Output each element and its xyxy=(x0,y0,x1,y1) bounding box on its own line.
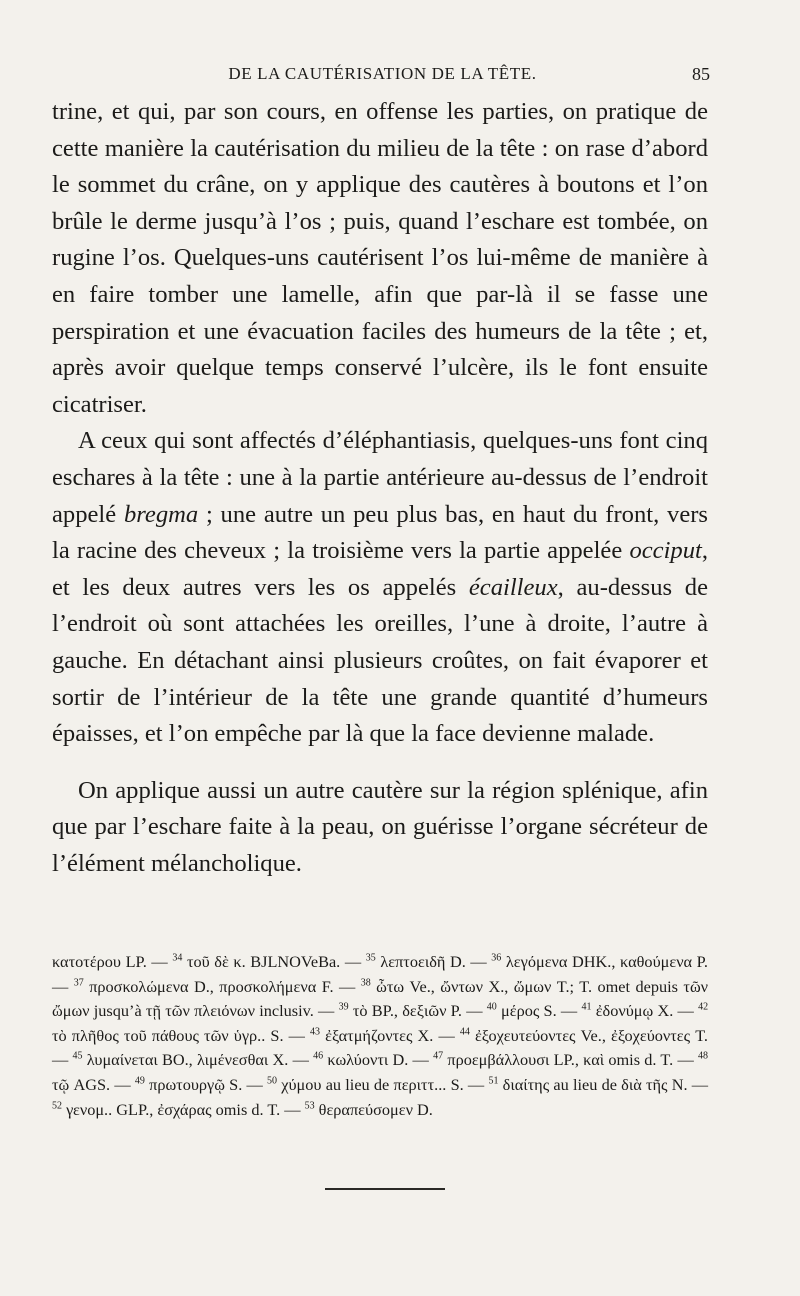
footnote-number: 50 xyxy=(267,1075,278,1087)
paragraph-2-text: , et les deux autres vers les os appelés xyxy=(52,537,708,601)
footnote-number: 44 xyxy=(459,1026,470,1038)
footnote xyxy=(267,1075,484,1094)
footnote-number: 51 xyxy=(488,1075,499,1087)
footnote-number: 53 xyxy=(304,1100,315,1112)
footnote-number: 45 xyxy=(72,1050,83,1062)
paragraph-2-text: ; une autre un peu plus bas, en haut du front, vers la racine des cheveux ; la troisième vers la partie appelée xyxy=(52,500,709,565)
footnotes xyxy=(52,950,708,1122)
footnote-number: 48 xyxy=(698,1050,709,1062)
footnote xyxy=(366,952,487,971)
footnote-number: 37 xyxy=(73,977,84,989)
footnote xyxy=(52,952,168,971)
footnote-number: 34 xyxy=(172,952,183,964)
paragraph-2-text: , au-dessus de l’endroit où sont attachées les oreilles, l’une à droite, l’autre à gauche. En détachant ainsi plusieurs croûtes, on fait évaporer et sortir de l’intérieur de la tête une grande quantité d’humeurs épaisses, et l’on empêche par là que la face devienne malade. xyxy=(52,573,708,748)
footnote-number: 52 xyxy=(52,1100,62,1112)
footnote-number: 46 xyxy=(313,1050,324,1062)
footnote xyxy=(313,1050,429,1069)
footnote-number: 42 xyxy=(698,1001,709,1013)
footnote xyxy=(488,1075,708,1094)
footnote-number: 35 xyxy=(365,952,376,964)
footnote-text: θεραπεύσομεν D. xyxy=(318,1099,433,1119)
footnote-text: μέρος S. — xyxy=(501,1001,578,1021)
term-ecailleux: écailleux xyxy=(468,573,558,601)
running-title: DE LA CAUTÉRISATION DE LA TÊTE. xyxy=(228,64,537,83)
footnote xyxy=(73,1050,309,1069)
footnote xyxy=(487,1001,577,1020)
paragraph-2-text: A ceux qui sont affectés d’éléphantiasis, quelques-uns font cinq eschares à la tête : une à la partie antérieure au-dessus de l’endroit appelé xyxy=(52,427,708,528)
paragraph-3: On applique aussi un autre cautère sur la région splénique, afin que par l’eschare faite à la peau, on guérisse l’organe sécréteur de l’élément mélancholique. xyxy=(52,776,708,877)
footnote xyxy=(581,1001,693,1020)
footnote-text: διαίτης au lieu de διὰ τῆς N. — xyxy=(502,1074,709,1094)
footnote xyxy=(339,1001,483,1020)
footnote xyxy=(433,1050,694,1069)
footnote xyxy=(135,1075,263,1094)
footnote-text: τὸ πλῆθος τοῦ πάθους τῶν ὑγρ.. S. — xyxy=(52,1025,305,1045)
term-bregma: bregma xyxy=(123,500,199,528)
footnote-text: τὸ BP., δεξιῶν P. — xyxy=(352,1001,483,1021)
term-occiput: occiput xyxy=(629,537,702,565)
page-number: 85 xyxy=(692,64,710,84)
paragraph-2 xyxy=(52,423,708,752)
footnote xyxy=(310,1026,455,1045)
footnote-text: προσκολώμενα D., προσκολήμενα F. — xyxy=(89,976,356,996)
footnote-text: τοῦ δὲ κ. BJLNOVeBa. — xyxy=(186,952,362,971)
footnote xyxy=(172,952,361,971)
paragraph-1: trine, et qui, par son cours, en offense les parties, on pratique de cette manière la cautérisation du milieu de la tête : on rase d’abord le sommet du crâne, on y applique des cautères à boutons et l’on brûle le derme jusqu’à l’os ; puis, quand l’eschare est tombée, on rugine l’os. Quelques-uns cautérisent l’os lui-même de manière à en faire tomber une lamelle, afin que par-là il se fasse une perspiration et une évacuation faciles des humeurs de la tête ; et, après avoir quelque temps conservé l’ulcère, ils le font ensuite cicatriser. xyxy=(52,98,708,418)
footnote-text: ἐξατμήζοντες X. — xyxy=(325,1025,455,1045)
footnote xyxy=(52,1100,301,1119)
footnote xyxy=(305,1100,433,1119)
footnote-text: ἐδονύμῳ X. — xyxy=(595,1001,694,1021)
footnote-number: 41 xyxy=(581,1001,592,1013)
footnote-text: ἐξοχευτεύοντες Ve., ἐξοχεύοντες T. — xyxy=(52,1025,708,1070)
footnote-text: χύμου au lieu de περιττ... S. — xyxy=(281,1074,485,1094)
running-head xyxy=(55,62,710,86)
body-text xyxy=(52,94,708,882)
footnote-text: λυμαίνεται BO., λιμένεσθαι X. — xyxy=(86,1050,309,1070)
footnote-number: 43 xyxy=(310,1026,321,1038)
footnote-text: κατοτέρου LP. — xyxy=(52,952,168,971)
footnote xyxy=(74,977,356,996)
bottom-rule xyxy=(325,1188,445,1190)
footnote-number: 38 xyxy=(360,977,371,989)
footnote-number: 40 xyxy=(486,1001,497,1013)
footnote-text: πρωτουργῷ S. — xyxy=(149,1074,263,1094)
footnote-text: κωλύοντι D. — xyxy=(327,1050,429,1070)
footnote-number: 36 xyxy=(491,952,502,964)
footnote-text: τῷ AGS. — xyxy=(52,1074,131,1094)
footnote-number: 49 xyxy=(134,1075,145,1087)
footnote-text: λεγόμενα DHK., καθούμενα P. — xyxy=(52,952,709,996)
footnote-number: 39 xyxy=(338,1001,349,1013)
footnote-number: 47 xyxy=(433,1050,444,1062)
footnote-text: προεμβάλλουσι LP., καὶ omis d. T. — xyxy=(447,1050,694,1070)
footnote-text: λεπτοειδῆ D. — xyxy=(380,952,487,971)
footnote-text: γενομ.. GLP., ἐσχάρας omis d. T. — xyxy=(66,1099,301,1119)
footnote-text: ὦτω Ve., ὤντων X., ὤμων T.; T. omet depuis τῶν ὤμων jusqu’à τῇ τῶν πλειόνων inclusiv. — xyxy=(52,976,709,1021)
